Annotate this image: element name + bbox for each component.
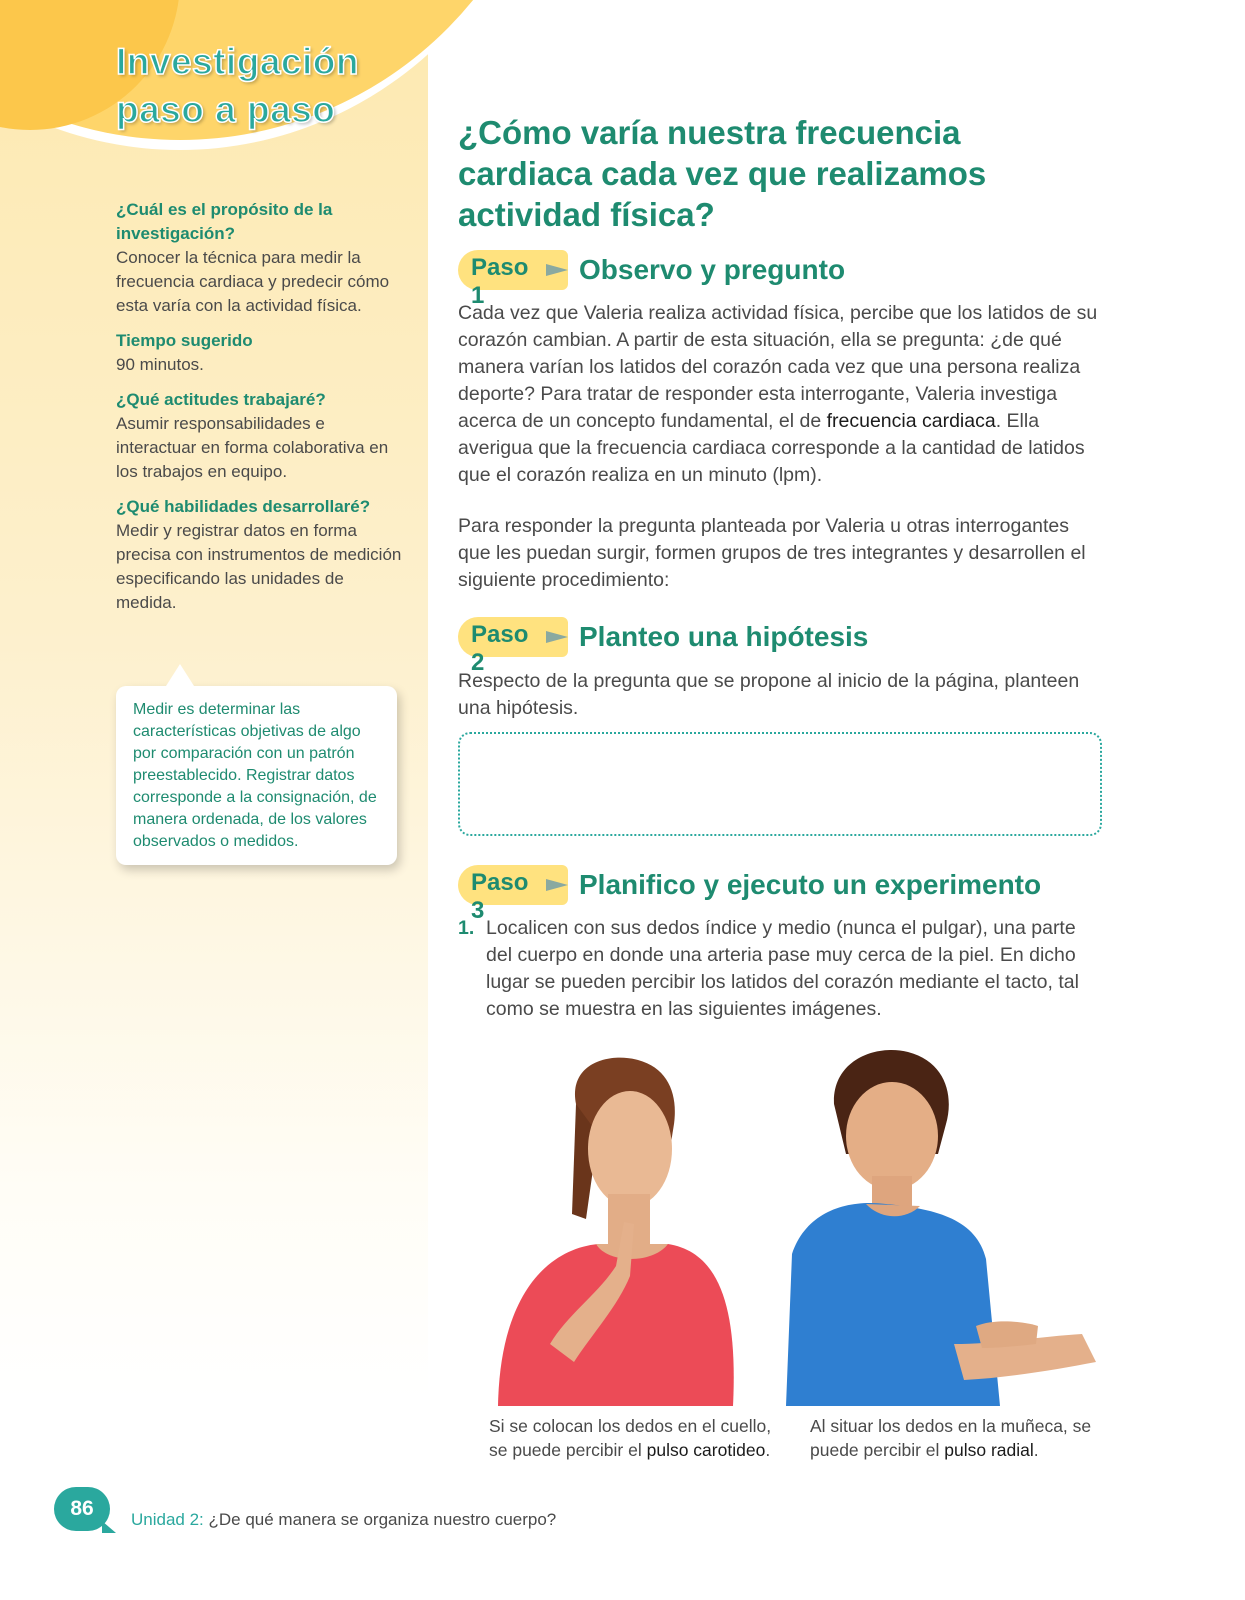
sidebar-question: ¿Qué habilidades desarrollaré? (116, 497, 371, 516)
text-run: . (765, 1440, 771, 1460)
face-shape (588, 1091, 672, 1207)
brand-line-1: Investigación (116, 41, 359, 82)
sidebar-answer: 90 minutos. (116, 355, 204, 374)
text-run: Cada vez que Valeria realiza actividad física, percibe que los latidos de su corazón cambian. A partir de esta situación, ella se pregunta: ¿de qué manera varían los latidos del corazón cada vez que una persona realiza deporte? Para tratar de responder esta interrogante, Valeria investiga acerca de un concepto fundamental, el de (458, 302, 1098, 432)
sidebar-question: ¿Cuál es el propósito de la investigación? (116, 200, 333, 243)
brand-line-2: paso a paso (116, 89, 336, 130)
sidebar-item-attitudes (116, 388, 406, 484)
text-run: . Ella averigua que la frecuencia cardiaca corresponde a la cantidad de latidos que el corazón realiza en un minuto (lpm). (458, 410, 1085, 486)
step-badge-label: Paso 2 (471, 621, 529, 676)
step-title: Planifico y ejecuto un experimento (579, 869, 1042, 900)
step-title: Observo y pregunto (579, 254, 846, 285)
step-2-paragraph: Respecto de la pregunta que se propone al inicio de la página, planteen una hipótesis. (458, 670, 1080, 719)
girl-carotid-pulse-illustration (488, 1044, 788, 1406)
sidebar-info (116, 198, 406, 626)
sidebar-answer: Asumir responsabilidades e interactuar en forma colaborativa en los trabajos en equipo. (116, 414, 389, 481)
step-1-paragraph-1 (458, 300, 1106, 489)
text-run: . (1033, 1440, 1039, 1460)
section-brand (116, 38, 359, 134)
hypothesis-answer-box[interactable] (458, 732, 1102, 836)
highlight-term: frecuencia cardiaca (826, 410, 996, 432)
step-badge-label: Paso 3 (471, 869, 529, 924)
sidebar-answer: Medir y registrar datos en forma precisa con instrumentos de medición especificando las unidades de medida. (116, 521, 402, 612)
footer-unit-text: ¿De qué manera se organiza nuestro cuerpo? (203, 1510, 557, 1529)
arrow-icon (546, 631, 568, 643)
footer-unit-title (131, 1508, 556, 1532)
sidebar-item-purpose (116, 198, 406, 318)
highlight-term: pulso carotideo (646, 1440, 766, 1460)
page-title: ¿Cómo varía nuestra frecuencia cardiaca cada vez que realizamos actividad física? (458, 114, 987, 233)
sidebar-item-skills (116, 495, 406, 615)
caption-carotid (489, 1414, 789, 1462)
sidebar-item-time (116, 329, 406, 377)
sidebar-question: Tiempo sugerido (116, 331, 253, 350)
step-1-paragraph-2: Para responder la pregunta planteada por Valeria u otras interrogantes que les puedan surgir, formen grupos de tres integrantes y desarrollen el siguiente procedimiento: (458, 515, 1086, 591)
page-number: 86 (54, 1487, 110, 1531)
item-number: 1. (458, 917, 475, 939)
arrow-icon (546, 879, 568, 891)
boy-radial-pulse-illustration (786, 1044, 1106, 1406)
highlight-term: pulso radial (944, 1440, 1034, 1460)
arrow-icon (546, 264, 568, 276)
face-shape (846, 1082, 938, 1190)
sidebar-answer: Conocer la técnica para medir la frecuencia cardiaca y predecir cómo esta varía con la actividad física. (116, 248, 390, 315)
step-title: Planteo una hipótesis (579, 621, 869, 652)
sidebar-question: ¿Qué actitudes trabajaré? (116, 390, 326, 409)
measuring-hand-shape (976, 1321, 1038, 1348)
text-run: Si se colocan los dedos en el cuello, se puede percibir el (489, 1416, 772, 1460)
step-badge-label: Paso 1 (471, 254, 529, 309)
text-run: Al situar los dedos en la muñeca, se puede percibir el (810, 1416, 1092, 1460)
definition-note: Medir es determinar las características objetivas de algo por comparación con un patrón preestablecido. Registrar datos corresponde a la consignación, de manera ordenada, de los valores observados o medidos. (116, 686, 397, 865)
item-text: Localicen con sus dedos índice y medio (nunca el pulgar), una parte del cuerpo en donde una arteria pase muy cerca de la piel. En dicho lugar se pueden percibir los latidos del corazón mediante el tacto, tal como se muestra en las siguientes imágenes. (486, 917, 1079, 1020)
caption-radial (810, 1414, 1110, 1462)
footer-unit-label: Unidad 2: (131, 1510, 204, 1529)
